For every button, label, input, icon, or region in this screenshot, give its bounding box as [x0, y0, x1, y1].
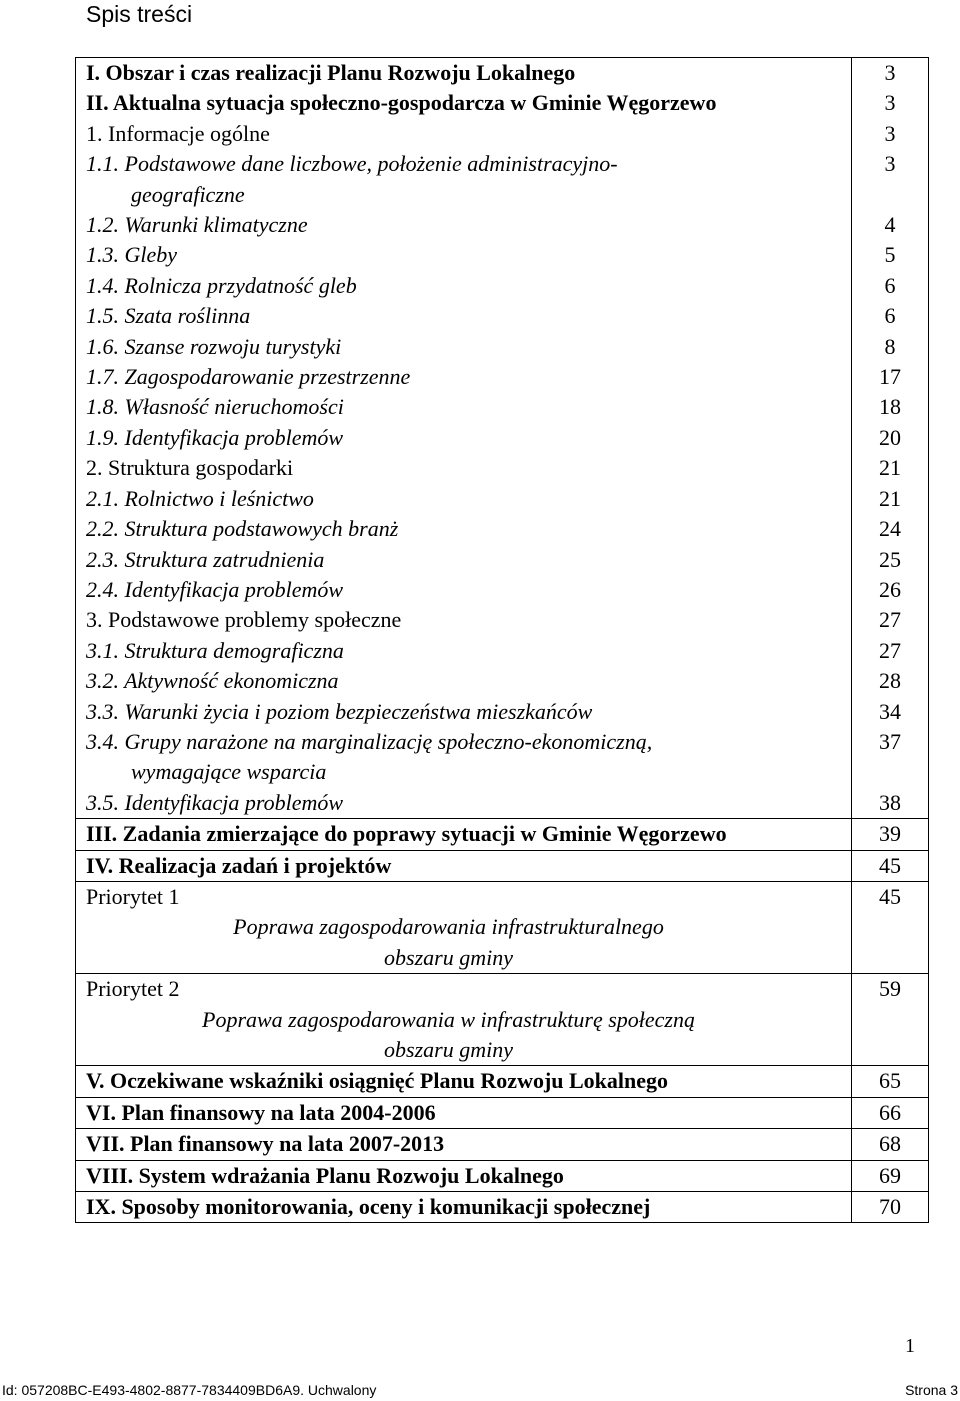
toc-entry-title: [76, 514, 852, 544]
toc-row: [76, 332, 929, 362]
toc-entry-text: 1. Informacje ogólne: [86, 120, 270, 146]
toc-entry-title: [76, 271, 852, 301]
toc-entry-title: [76, 636, 852, 666]
toc-row: [76, 1160, 929, 1191]
toc-entry-text: III. Zadania zmierzające do poprawy sytuacji w Gminie Węgorzewo: [86, 821, 727, 847]
toc-row: [76, 58, 929, 89]
toc-entry-text: V. Oczekiwane wskaźniki osiągnięć Planu Rozwoju Lokalnego: [86, 1068, 669, 1094]
toc-entry-text: 2.3. Struktura zatrudnienia: [86, 546, 325, 572]
toc-entry-page: 38: [852, 788, 929, 819]
toc-row: [76, 88, 929, 118]
priority-description: Poprawa zagospodarowania w infrastrukturę społeczną: [202, 1006, 695, 1032]
footer: [0, 1381, 960, 1401]
toc-entry-page: 45: [852, 850, 929, 881]
toc-entry-title: [76, 881, 852, 973]
toc-entry-page: 39: [852, 819, 929, 850]
toc-entry-text: 2.2. Struktura podstawowych branż: [86, 516, 399, 542]
toc-entry-title: [76, 453, 852, 483]
toc-entry-page: 28: [852, 666, 929, 696]
toc-entry-page: 20: [852, 423, 929, 453]
toc-entry-page: 70: [852, 1192, 929, 1223]
toc-entry-page: 66: [852, 1097, 929, 1128]
toc-entry-page: 34: [852, 697, 929, 727]
toc-entry-page: 3: [852, 58, 929, 89]
toc-row: [76, 149, 929, 210]
toc-row: [76, 1192, 929, 1223]
toc-entry-title: [76, 974, 852, 1066]
toc-entry-text: 3.1. Struktura demograficzna: [86, 637, 344, 663]
toc-entry-title: [76, 788, 852, 819]
toc-entry-title: [76, 301, 852, 331]
toc-entry-text: IX. Sposoby monitorowania, oceny i komunikacji społecznej: [86, 1194, 651, 1220]
toc-entry-text: 3. Podstawowe problemy społeczne: [86, 607, 402, 633]
toc-entry-title: [76, 362, 852, 392]
toc-entry-page: 26: [852, 575, 929, 605]
toc-row: [76, 850, 929, 881]
toc-entry-page: 59: [852, 974, 929, 1066]
toc-entry-title: [76, 119, 852, 149]
toc-entry-page: 68: [852, 1129, 929, 1160]
toc-entry-page: 3: [852, 119, 929, 149]
toc-entry-page: 8: [852, 332, 929, 362]
toc-entry-text: I. Obszar i czas realizacji Planu Rozwoju Lokalnego: [86, 60, 576, 85]
toc-entry-title: [76, 819, 852, 850]
table-of-contents: [75, 57, 929, 1223]
toc-entry-title: [76, 1066, 852, 1097]
toc-entry-page: 45: [852, 881, 929, 973]
toc-entry-text: 3.3. Warunki życia i poziom bezpieczeństwa mieszkańców: [86, 698, 593, 724]
toc-row: [76, 1097, 929, 1128]
toc-entry-page: 3: [852, 88, 929, 118]
page-title: Spis treści: [86, 1, 193, 27]
toc-entry-title: [76, 666, 852, 696]
toc-entry-text: 2. Struktura gospodarki: [86, 455, 294, 481]
toc-row: [76, 819, 929, 850]
toc-entry-page: 21: [852, 453, 929, 483]
toc-entry-page: 24: [852, 514, 929, 544]
toc-entry-page: 6: [852, 301, 929, 331]
toc-entry-text: Priorytet 1: [86, 883, 180, 909]
toc-entry-page: 17: [852, 362, 929, 392]
toc-row: [76, 605, 929, 635]
toc-row: [76, 271, 929, 301]
toc-row: [76, 974, 929, 1066]
toc-row: [76, 666, 929, 696]
toc-row: [76, 301, 929, 331]
toc-row: [76, 636, 929, 666]
priority-description: obszaru gminy: [384, 944, 513, 970]
toc-entry-title: [76, 605, 852, 635]
toc-entry-title: [76, 392, 852, 422]
toc-entry-text: VII. Plan finansowy na lata 2007-2013: [86, 1131, 445, 1157]
page-indicator: Strona 3: [905, 1382, 958, 1398]
toc-entry-text: 1.4. Rolnicza przydatność gleb: [86, 272, 357, 298]
toc-entry-title: [76, 332, 852, 362]
toc-entry-page: 18: [852, 392, 929, 422]
toc-entry-page: 27: [852, 636, 929, 666]
toc-entry-title: [76, 423, 852, 453]
toc-entry-page: 3: [852, 149, 929, 210]
toc-row: [76, 119, 929, 149]
toc-entry-title: [76, 575, 852, 605]
toc-row: [76, 240, 929, 270]
toc-row: [76, 514, 929, 544]
toc-entry-text: 2.4. Identyfikacja problemów: [86, 576, 344, 602]
toc-entry-title: [76, 1192, 852, 1223]
toc-entry-text: 3.2. Aktywność ekonomiczna: [86, 668, 339, 694]
toc-entry-text: II. Aktualna sytuacja społeczno-gospodarcza w Gminie Węgorzewo: [86, 90, 717, 116]
toc-entry-title: [76, 1097, 852, 1128]
toc-row: [76, 575, 929, 605]
toc-entry-text: 1.2. Warunki klimatyczne: [86, 212, 308, 238]
toc-row: [76, 362, 929, 392]
toc-row: [76, 453, 929, 483]
toc-entry-text: 1.1. Podstawowe dane liczbowe, położenie administracyjno-: [86, 151, 618, 177]
toc-entry-text: IV. Realizacja zadań i projektów: [86, 852, 392, 878]
toc-entry-page: 4: [852, 210, 929, 240]
toc-entry-title: [76, 88, 852, 118]
toc-entry-text: 2.1. Rolnictwo i leśnictwo: [86, 485, 314, 511]
toc-entry-page: 27: [852, 605, 929, 635]
priority-description: Poprawa zagospodarowania infrastrukturalnego: [233, 914, 664, 940]
toc-entry-text: 1.7. Zagospodarowanie przestrzenne: [86, 364, 411, 390]
toc-row: [76, 392, 929, 422]
toc-entry-text: VI. Plan finansowy na lata 2004-2006: [86, 1099, 436, 1125]
toc-entry-title: [76, 697, 852, 727]
toc-entry-text: 1.9. Identyfikacja problemów: [86, 424, 344, 450]
toc-row: [76, 1066, 929, 1097]
toc-entry-text-continued: geograficzne: [131, 181, 245, 207]
toc-entry-page: 21: [852, 484, 929, 514]
page-number: 1: [905, 1335, 915, 1357]
toc-entry-text: 3.4. Grupy narażone na marginalizację społeczno-ekonomiczną,: [86, 728, 653, 754]
toc-row: [76, 727, 929, 788]
toc-entry-page: 37: [852, 727, 929, 788]
toc-entry-page: 6: [852, 271, 929, 301]
toc-entry-text: VIII. System wdrażania Planu Rozwoju Lokalnego: [86, 1162, 564, 1188]
toc-entry-text-continued: wymagające wsparcia: [131, 759, 327, 785]
toc-entry-title: [76, 58, 852, 89]
toc-row: [76, 697, 929, 727]
toc-entry-title: [76, 545, 852, 575]
toc-row: [76, 423, 929, 453]
toc-entry-text: 1.3. Gleby: [86, 242, 178, 268]
toc-entry-title: [76, 1160, 852, 1191]
toc-entry-title: [76, 210, 852, 240]
priority-description: obszaru gminy: [384, 1037, 513, 1062]
toc-entry-text: 1.8. Własność nieruchomości: [86, 394, 344, 420]
toc-entry-page: 65: [852, 1066, 929, 1097]
toc-row: [76, 881, 929, 973]
toc-row: [76, 484, 929, 514]
toc-entry-title: [76, 727, 852, 788]
toc-entry-text: 1.5. Szata roślinna: [86, 303, 251, 329]
toc-row: [76, 210, 929, 240]
document-id: Id: 057208BC-E493-4802-8877-7834409BD6A9. Uchwalony: [2, 1382, 377, 1398]
toc-entry-title: [76, 484, 852, 514]
toc-entry-text: Priorytet 2: [86, 976, 180, 1002]
toc-entry-title: [76, 850, 852, 881]
toc-entry-page: 5: [852, 240, 929, 270]
toc-row: [76, 788, 929, 819]
toc-entry-page: 25: [852, 545, 929, 575]
toc-entry-title: [76, 240, 852, 270]
toc-entry-page: 69: [852, 1160, 929, 1191]
toc-entry-title: [76, 149, 852, 210]
toc-row: [76, 545, 929, 575]
toc-entry-text: 3.5. Identyfikacja problemów: [86, 789, 344, 815]
toc-row: [76, 1129, 929, 1160]
toc-entry-text: 1.6. Szanse rozwoju turystyki: [86, 333, 342, 359]
toc-entry-title: [76, 1129, 852, 1160]
